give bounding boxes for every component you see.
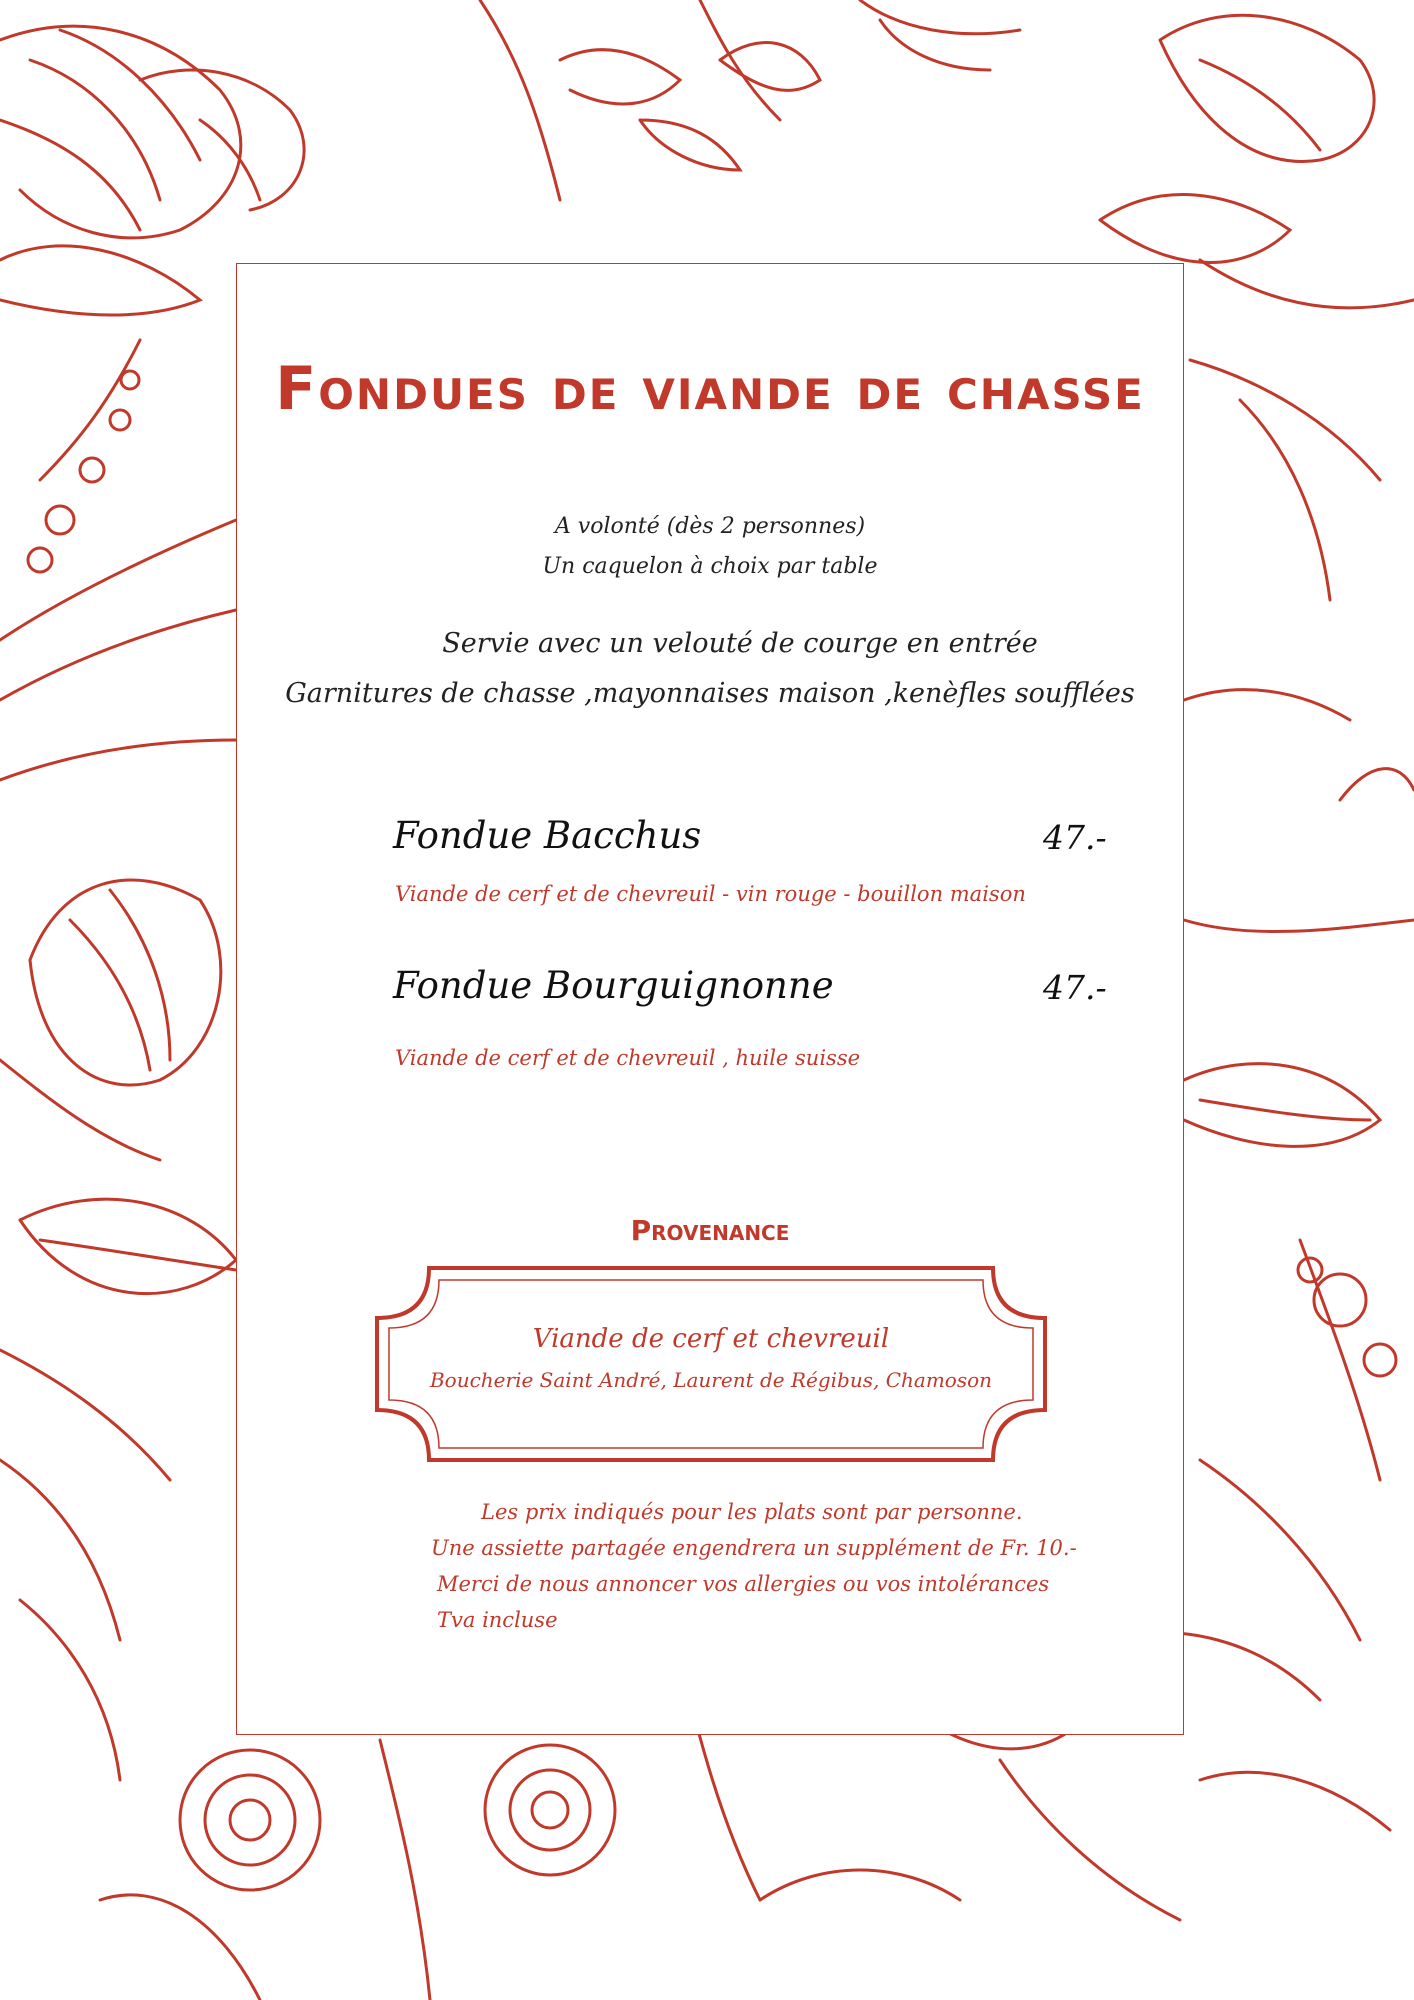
note-line-3: Merci de nous annoncer vos allergies ou vos intolérances — [437, 1572, 1050, 1596]
dish-name-bourguignonne: Fondue Bourguignonne — [393, 964, 834, 1007]
provenance-line-1: Viande de cerf et chevreuil — [532, 1324, 890, 1354]
dish-description-bacchus: Viande de cerf et de chevreuil - vin rouge - bouillon maison — [395, 882, 1026, 906]
provenance-title: Provenance — [630, 1214, 790, 1247]
intro-line-2: Un caquelon à choix par table — [542, 554, 878, 579]
provenance-line-2: Boucherie Saint André, Laurent de Régibus, Chamoson — [429, 1368, 993, 1392]
dish-price-bacchus: 47.- — [1043, 818, 1107, 857]
dish-name-bacchus: Fondue Bacchus — [393, 814, 702, 857]
intro-line-3: Servie avec un velouté de courge en entrée — [442, 628, 1038, 659]
intro-line-4: Garnitures de chasse ,mayonnaises maison ,kenèfles soufflées — [285, 678, 1135, 709]
intro-line-1: A volonté (dès 2 personnes) — [554, 514, 866, 539]
menu-card — [236, 263, 1184, 1735]
dish-price-bourguignonne: 47.- — [1043, 968, 1107, 1007]
menu-title: Fondues de viande de chasse — [275, 354, 1145, 424]
note-line-2: Une assiette partagée engendrera un supplément de Fr. 10.- — [431, 1536, 1077, 1560]
note-line-1: Les prix indiqués pour les plats sont par personne. — [481, 1500, 1023, 1524]
note-line-4: Tva incluse — [437, 1608, 558, 1632]
dish-description-bourguignonne: Viande de cerf et de chevreuil , huile suisse — [395, 1046, 861, 1070]
provenance-frame — [373, 1264, 1049, 1464]
